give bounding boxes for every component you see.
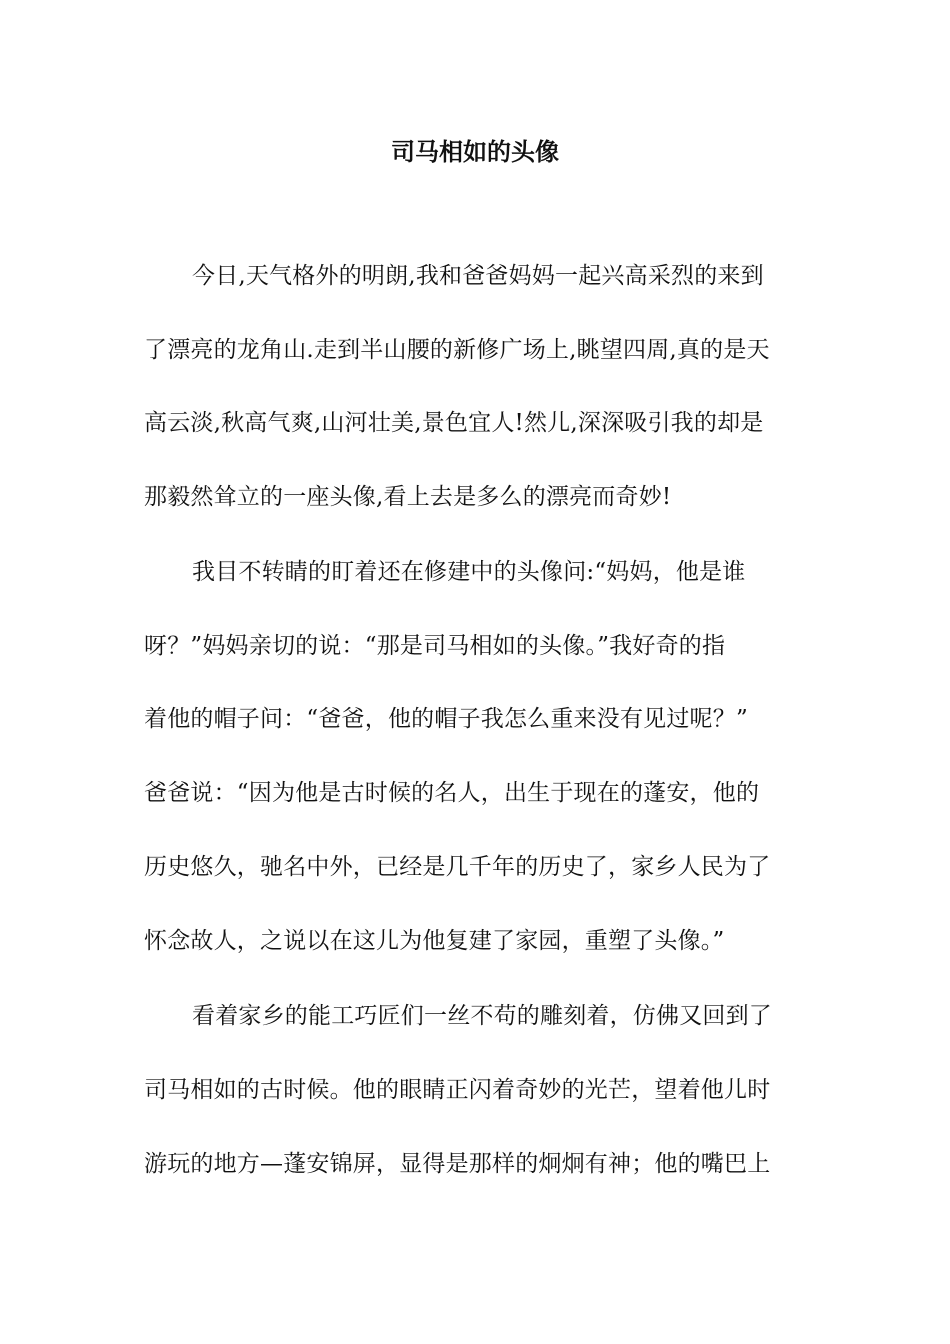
paragraph-1-line-3: 高云淡,秋高气爽,山河壮美,景色宜人!然儿,深深吸引我的却是: [144, 410, 764, 436]
paragraph-2-line-5: 历史悠久，驰名中外，已经是几千年的历史了，家乡人民为了: [144, 854, 771, 880]
paragraph-2-line-4: 爸爸说：“因为他是古时候的名人，出生于现在的蓬安，他的: [144, 780, 760, 806]
paragraph-3-line-2: 司马相如的古时候。他的眼睛正闪着奇妙的光芒，望着他儿时: [144, 1077, 771, 1103]
paragraph-2-line-6: 怀念故人，之说以在这儿为他复建了家园，重塑了头像。”: [144, 928, 725, 954]
document-title: 司马相如的头像: [391, 137, 559, 166]
paragraph-2-line-3: 着他的帽子问：“爸爸，他的帽子我怎么重来没有见过呢？”: [144, 706, 748, 732]
paragraph-2-line-1: 我目不转睛的盯着还在修建中的头像问:“妈妈，他是谁: [192, 559, 746, 585]
paragraph-3-line-1: 看着家乡的能工巧匠们一丝不苟的雕刻着，仿佛又回到了: [192, 1003, 772, 1029]
paragraph-1-line-1: 今日,天气格外的明朗,我和爸爸妈妈一起兴高采烈的来到: [192, 263, 764, 289]
paragraph-3-line-3: 游玩的地方—蓬安锦屏，显得是那样的炯炯有神；他的嘴巴上: [144, 1151, 771, 1177]
paragraph-1-line-2: 了漂亮的龙角山.走到半山腰的新修广场上,眺望四周,真的是天: [144, 337, 770, 363]
paragraph-1-line-4: 那毅然耸立的一座头像,看上去是多么的漂亮而奇妙!: [144, 484, 672, 510]
paragraph-2-line-2: 呀？”妈妈亲切的说：“那是司马相如的头像。”我好奇的指: [144, 633, 726, 659]
